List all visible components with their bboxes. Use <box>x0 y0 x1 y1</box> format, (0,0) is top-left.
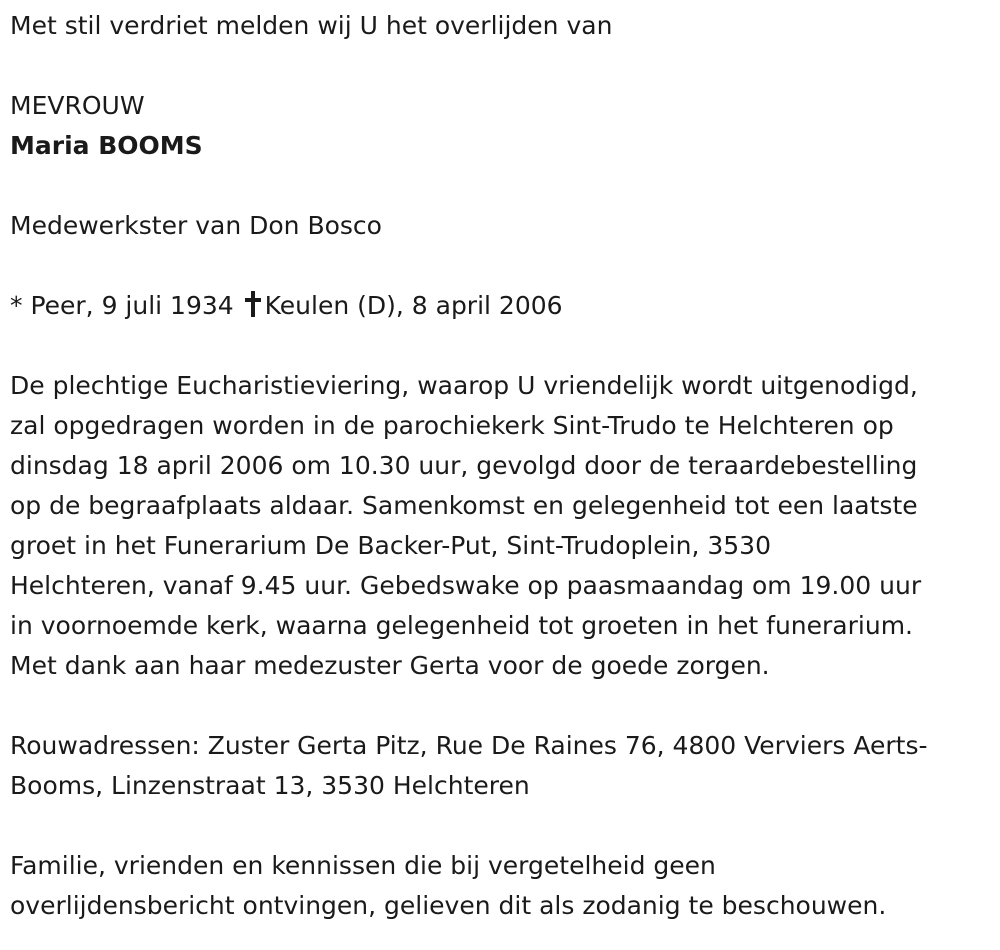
ceremony-line: op de begraafplaats aldaar. Samenkomst en gelegenheid tot een laatste <box>10 491 918 520</box>
ceremony-line: groet in het Funerarium De Backer-Put, Sint-Trudoplein, 3530 <box>10 531 771 560</box>
spacer <box>10 326 1000 366</box>
ceremony-line: Met dank aan haar medezuster Gerta voor de goede zorgen. <box>10 651 770 680</box>
intro-text: Met stil verdriet melden wij U het overlijden van <box>10 11 613 40</box>
ceremony-line: zal opgedragen worden in de parochiekerk Sint-Trudo te Helchteren op <box>10 411 894 440</box>
spacer <box>10 686 1000 726</box>
closing-line: Familie, vrienden en kennissen die bij vergetelheid geen <box>10 851 716 880</box>
spacer <box>10 246 1000 286</box>
closing-paragraph <box>10 846 1000 926</box>
cross-icon <box>244 291 262 317</box>
deceased-name: Maria BOOMS <box>10 131 203 160</box>
ceremony-paragraph <box>10 366 1000 686</box>
address-line: Booms, Linzenstraat 13, 3530 Helchteren <box>10 771 530 800</box>
role-text: Medewerkster van Don Bosco <box>10 211 382 240</box>
spacer <box>10 46 1000 86</box>
address-line: Rouwadressen: Zuster Gerta Pitz, Rue De Raines 76, 4800 Verviers Aerts- <box>10 731 928 760</box>
death-text: Keulen (D), 8 april 2006 <box>264 291 563 320</box>
ceremony-line: dinsdag 18 april 2006 om 10.30 uur, gevolgd door de teraardebestelling <box>10 451 918 480</box>
spacer <box>10 166 1000 206</box>
salutation: MEVROUW <box>10 91 145 120</box>
closing-line: overlijdensbericht ontvingen, gelieven dit als zodanig te beschouwen. <box>10 891 887 920</box>
ceremony-line: in voornoemde kerk, waarna gelegenheid tot groeten in het funerarium. <box>10 611 913 640</box>
dates-line <box>10 286 1000 326</box>
birth-text: * Peer, 9 juli 1934 <box>10 291 234 320</box>
ceremony-line: Helchteren, vanaf 9.45 uur. Gebedswake op paasmaandag om 19.00 uur <box>10 571 922 600</box>
spacer <box>10 806 1000 846</box>
addresses-paragraph <box>10 726 1000 806</box>
ceremony-line: De plechtige Eucharistieviering, waarop U vriendelijk wordt uitgenodigd, <box>10 371 918 400</box>
